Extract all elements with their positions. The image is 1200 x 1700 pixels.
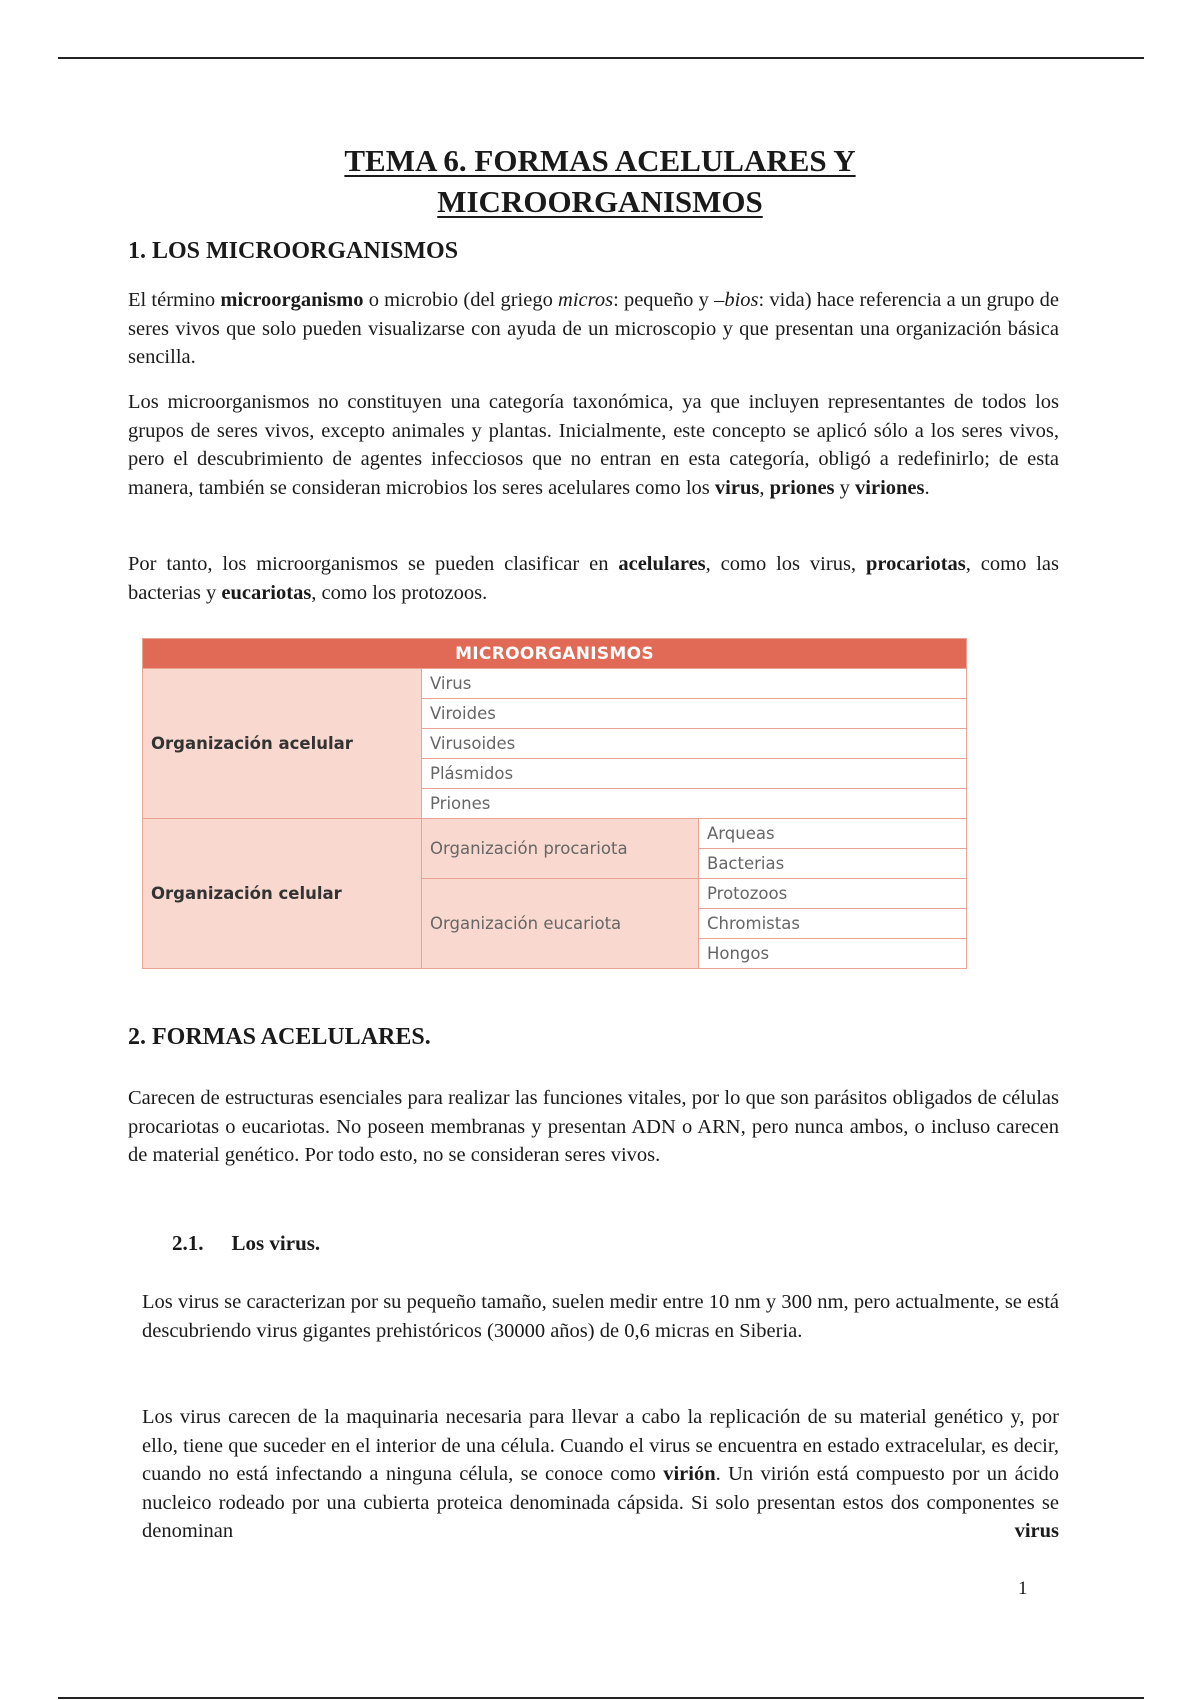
text-segment: : vida) hace referencia a un grupo de seres vivos que solo pueden visualizarse con ayuda de un microscopio y que presentan una organización básica sencilla. bbox=[128, 289, 1059, 368]
table-cell: Hongos bbox=[699, 939, 967, 969]
table-cell: Bacterias bbox=[699, 849, 967, 879]
top-rule bbox=[58, 57, 1144, 59]
text-segment: bios bbox=[724, 289, 759, 311]
eucariota-label: Organización eucariota bbox=[422, 879, 699, 969]
text-segment: virión bbox=[663, 1463, 716, 1485]
acelular-label: Organización acelular bbox=[143, 669, 422, 819]
text-segment: o microbio (del griego bbox=[363, 289, 559, 311]
text-segment: microorganismo bbox=[220, 289, 364, 311]
paragraph bbox=[128, 550, 1059, 607]
subsection-heading: 2.1. Los virus. bbox=[172, 1231, 321, 1255]
document-title: TEMA 6. FORMAS ACELULARES Y MICROORGANISMOS bbox=[344, 143, 856, 219]
bottom-rule bbox=[58, 1697, 1144, 1699]
celular-label: Organización celular bbox=[143, 819, 422, 969]
table-cell: Viroides bbox=[422, 699, 967, 729]
paragraph bbox=[142, 1288, 1059, 1345]
table-cell: Protozoos bbox=[699, 879, 967, 909]
text-segment: Los microorganismos no constituyen una categoría taxonómica, ya que incluyen representantes de todos los grupos de seres vivos, excepto animales y plantas. Inicialmente, este concepto se aplicó sólo a los seres vivos, pero el descubrimiento de agentes infecciosos que no entran en esta categoría, obligó a redefinirlo; de esta manera, también se consideran microbios los seres acelulares como los bbox=[128, 391, 1059, 499]
text-segment: , como los virus, bbox=[705, 553, 866, 575]
text-segment: acelulares bbox=[618, 553, 706, 575]
text-segment: virus bbox=[714, 476, 760, 499]
page-number: 1 bbox=[1018, 1578, 1028, 1599]
paragraph bbox=[128, 388, 1059, 502]
microorganisms-table bbox=[142, 638, 967, 969]
text-segment: , como los protozoos. bbox=[311, 581, 488, 604]
text-segment: virus bbox=[1014, 1520, 1059, 1542]
table-cell: Virus bbox=[422, 669, 967, 699]
text-segment: , bbox=[759, 476, 770, 499]
text-segment: Los virus se caracterizan por su pequeño tamaño, suelen medir entre 10 nm y 300 nm, pero actualmente, se está descubriendo virus gigantes prehistóricos (30000 años) de 0,6 micras en Siberia. bbox=[142, 1291, 1059, 1342]
text-segment: . bbox=[924, 476, 930, 499]
text-segment: y bbox=[834, 476, 856, 499]
paragraph bbox=[142, 1403, 1059, 1546]
table-cell: Plásmidos bbox=[422, 759, 967, 789]
section-1-heading: 1. LOS MICROORGANISMOS bbox=[128, 238, 459, 264]
text-segment: Por tanto, los microorganismos se pueden clasificar en bbox=[128, 553, 619, 575]
text-segment: micros bbox=[558, 289, 614, 311]
text-segment: eucariotas bbox=[221, 581, 312, 604]
paragraph bbox=[128, 1084, 1059, 1170]
text-segment: . Un virión está compuesto por un ácido nucleico rodeado por una cubierta proteica denominada cápsida. Si solo presentan estos dos componentes se denominan bbox=[142, 1463, 1059, 1542]
table-header: MICROORGANISMOS bbox=[143, 639, 967, 669]
text-segment: , como las bacterias y bbox=[128, 553, 1059, 604]
text-segment: El término bbox=[128, 289, 221, 311]
section-2-heading: 2. FORMAS ACELULARES. bbox=[128, 1024, 431, 1050]
text-segment: : pequeño y – bbox=[613, 289, 725, 311]
text-segment: Carecen de estructuras esenciales para realizar las funciones vitales, por lo que son parásitos obligados de células procariotas o eucariotas. No poseen membranas y presentan ADN o ARN, pero nunca ambos, o incluso carecen de material genético. Por todo esto, no se consideran seres vivos. bbox=[128, 1087, 1059, 1166]
table-cell: Arqueas bbox=[699, 819, 967, 849]
table-cell: Virusoides bbox=[422, 729, 967, 759]
text-segment: viriones bbox=[855, 476, 925, 499]
table-cell: Priones bbox=[422, 789, 967, 819]
text-segment: procariotas bbox=[865, 553, 966, 575]
text-segment: priones bbox=[769, 476, 835, 499]
text-segment: Los virus carecen de la maquinaria necesaria para llevar a cabo la replicación de su material genético y, por ello, tiene que suceder en el interior de una célula. Cuando el virus se encuentra en estado extracelular, es decir, cuando no está infectando a ninguna célula, se conoce como bbox=[142, 1406, 1059, 1485]
paragraph bbox=[128, 286, 1059, 372]
procariota-label: Organización procariota bbox=[422, 819, 699, 879]
table-cell: Chromistas bbox=[699, 909, 967, 939]
